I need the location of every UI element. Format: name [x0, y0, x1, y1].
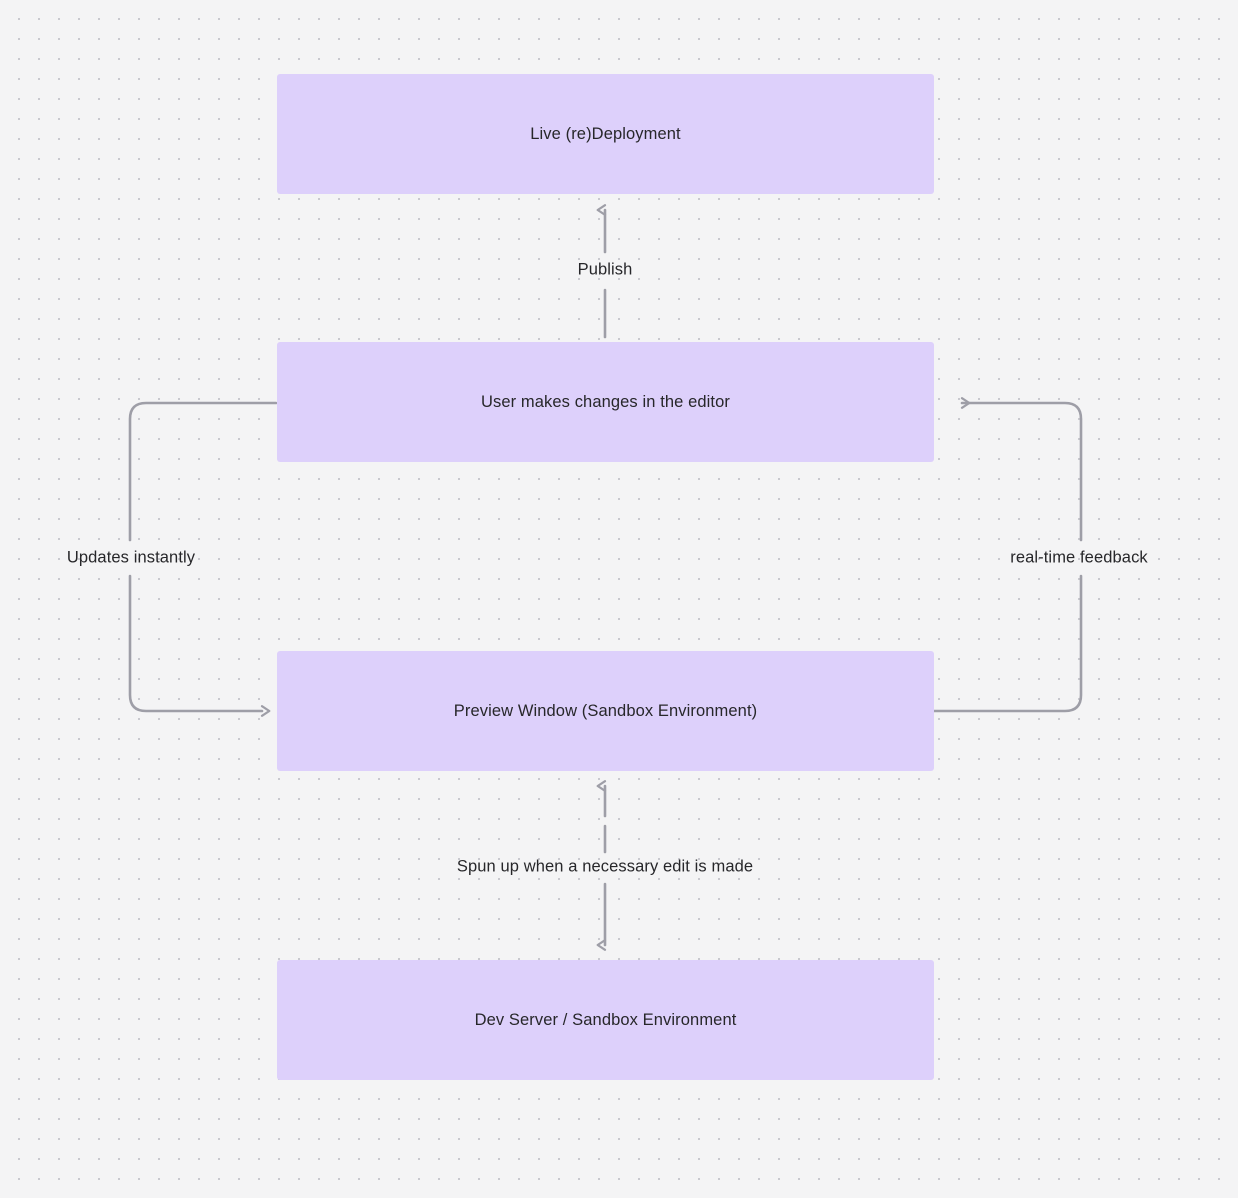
node-live-redeployment[interactable]	[277, 74, 934, 194]
node-preview-window[interactable]	[277, 651, 934, 771]
node-dev-server[interactable]	[277, 960, 934, 1080]
edge-label-updates-instantly: Updates instantly	[66, 548, 196, 567]
node-label: User makes changes in the editor	[481, 392, 730, 411]
node-user-makes-changes[interactable]	[277, 342, 934, 462]
node-label: Dev Server / Sandbox Environment	[474, 1010, 737, 1029]
edge-label-spun-up: Spun up when a necessary edit is made	[456, 857, 754, 876]
node-label: Live (re)Deployment	[530, 124, 681, 143]
edge-label-real-time-feedback: real-time feedback	[1010, 548, 1148, 567]
node-label: Preview Window (Sandbox Environment)	[453, 701, 758, 720]
edge-label-publish: Publish	[577, 260, 633, 279]
